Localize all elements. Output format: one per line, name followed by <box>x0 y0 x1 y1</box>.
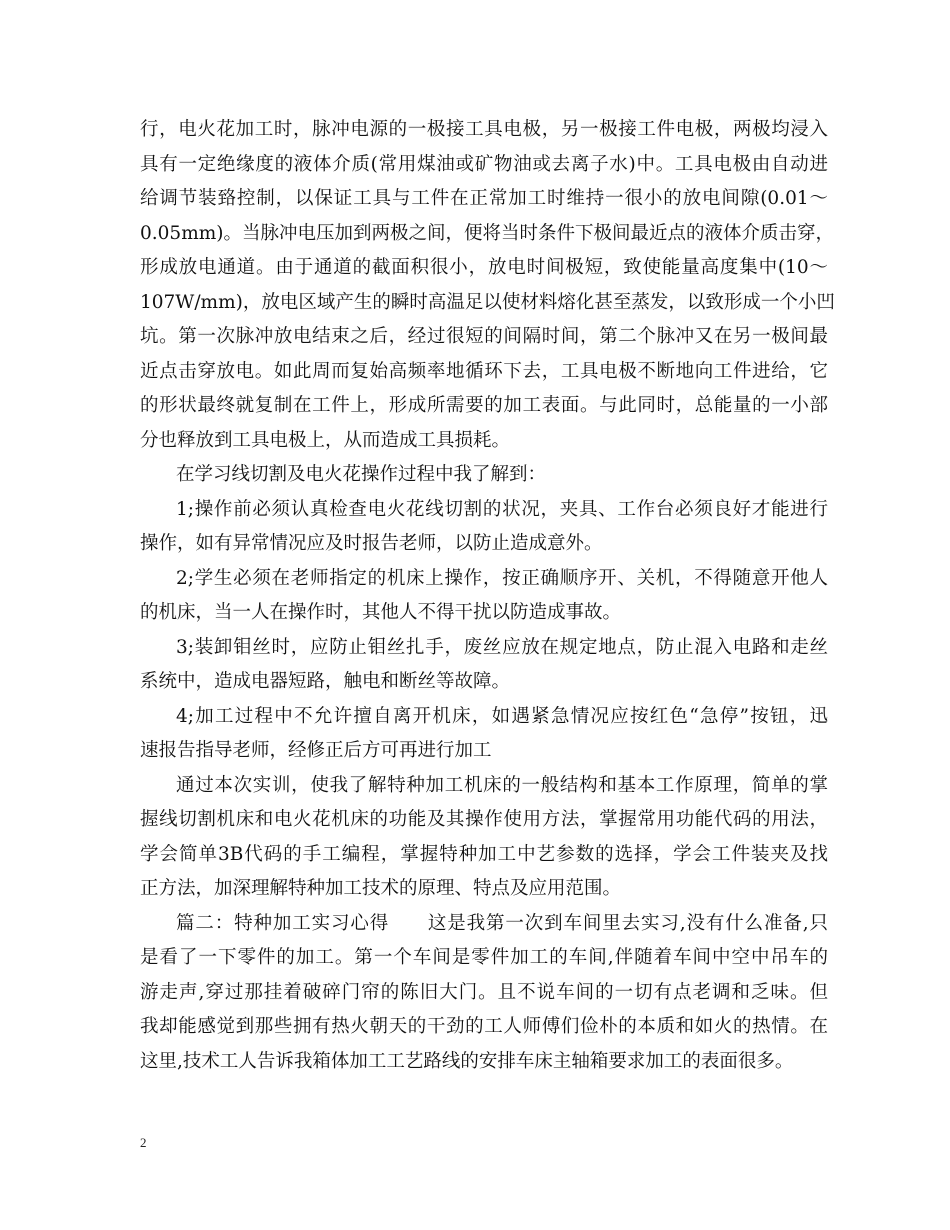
paragraph <box>140 113 835 458</box>
text-line: 系统中，造成电器短路，触电和断丝等故障。 <box>140 671 511 692</box>
text-line: 的形状最终就复制在工件上，形成所需要的加工表面。与此同时，总能量的一小部 <box>140 395 828 416</box>
text-line: 3;装卸钼丝时，应防止钼丝扎手，废丝应放在规定地点，防止混入电路和走丝 <box>176 636 828 658</box>
text-line: 在学习线切割及电火花操作过程中我了解到： <box>176 464 547 485</box>
text-line: 操作，如有异常情况应及时报告老师，以防止造成意外。 <box>140 533 603 554</box>
page-number: 2 <box>140 1135 147 1150</box>
text-line: 学会简单3B代码的手工编程，掌握特种加工中艺参数的选择，学会工件装夹及找 <box>140 843 828 865</box>
text-line: 2;学生必须在老师指定的机床上操作，按正确顺序开、关机，不得随意开他人 <box>176 567 828 589</box>
text-line: 形成放电通道。由于通道的截面积很小，放电时间极短，致使能量高度集中(10～ <box>140 257 828 278</box>
text-line: 的机床，当一人在操作时，其他人不得干扰以防造成事故。 <box>140 602 622 623</box>
text-line: 分也释放到工具电极上，从而造成工具损耗。 <box>140 429 511 451</box>
text-line: 4;加工过程中不允许擅自离开机床，如遇紧急情况应按红色“急停”按钮，迅 <box>176 705 828 727</box>
paragraph <box>140 493 828 562</box>
text-line: 我却能感觉到那些拥有热火朝天的干劲的工人师傅们俭朴的本质和如火的热情。在 <box>140 1016 828 1037</box>
text-line: 0.05mm)。当脉冲电压加到两极之间，便将当时条件下极间最近点的液体介质击穿， <box>140 222 834 244</box>
text-line: 是看了一下零件的加工。第一个车间是零件加工的车间,伴随着车间中空中吊车的 <box>140 947 828 968</box>
text-line: 游走声,穿过那挂着破碎门帘的陈旧大门。且不说车间的一切有点老调和乏味。但 <box>140 981 828 1003</box>
text-line: 速报告指导老师，经修正后方可再进行加工 <box>140 740 492 761</box>
text-line: 行，电火花加工时，脉冲电源的一极接工具电极，另一极接工件电极，两极均浸入 <box>140 119 828 140</box>
text-line: 107W/mm)，放电区域产生的瞬时高温足以使材料熔化甚至蒸发，以致形成一个小凹 <box>140 291 835 313</box>
text-line: 坑。第一次脉冲放电结束之后，经过很短的间隔时间，第二个脉冲又在另一极间最 <box>140 326 828 347</box>
document-body <box>140 113 835 1079</box>
paragraph <box>140 562 828 631</box>
text-line: 正方法，加深理解特种加工技术的原理、特点及应用范围。 <box>140 878 622 899</box>
text-line: 给调节装臵控制，以保证工具与工件在正常加工时维持一很小的放电间隙(0.01～ <box>140 188 828 209</box>
text-line: 篇二：特种加工实习心得 这是我第一次到车间里去实习,没有什么准备,只 <box>176 912 828 934</box>
text-line: 具有一定绝缘度的液体介质(常用煤油或矿物油或去离子水)中。工具电极由自动进 <box>140 153 828 175</box>
text-line: 握线切割机床和电火花机床的功能及其操作使用方法，掌握常用功能代码的用法， <box>140 809 828 830</box>
paragraph <box>140 907 828 1080</box>
paragraph <box>140 458 828 493</box>
text-line: 近点击穿放电。如此周而复始高频率地循环下去，工具电极不断地向工件进给，它 <box>140 360 828 382</box>
paragraph <box>140 700 828 769</box>
paragraph <box>140 631 828 700</box>
text-line: 1;操作前必须认真检查电火花线切割的状况，夹具、工作台必须良好才能进行 <box>176 498 828 520</box>
text-line: 这里,技术工人告诉我箱体加工工艺路线的安排车床主轴箱要求加工的表面很多。 <box>140 1050 794 1072</box>
text-line: 通过本次实训，使我了解特种加工机床的一般结构和基本工作原理，简单的掌 <box>176 774 828 796</box>
paragraph <box>140 769 828 907</box>
